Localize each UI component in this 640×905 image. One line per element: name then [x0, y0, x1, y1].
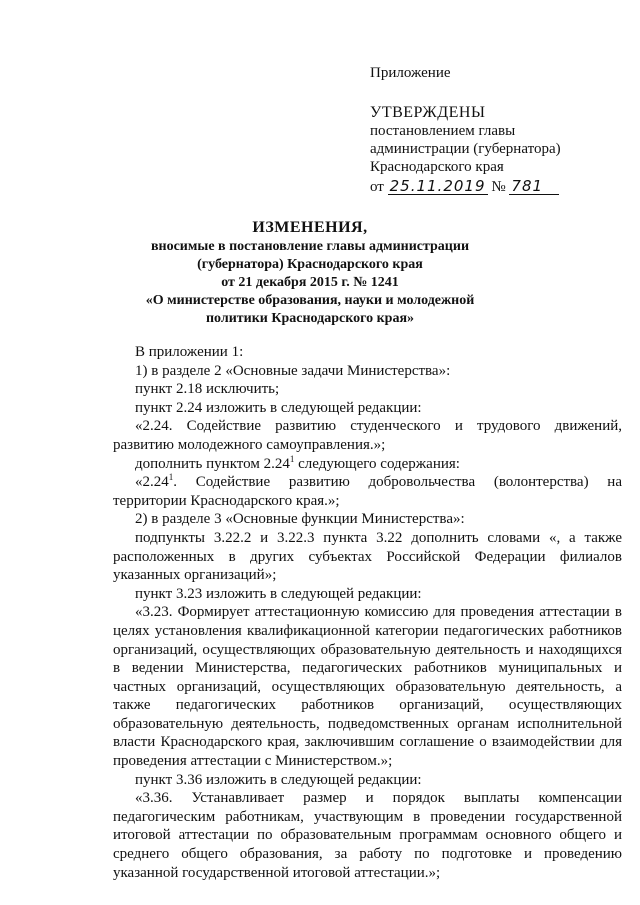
- handwritten-number: 781: [509, 178, 559, 195]
- paragraph-3-36-text: «3.36. Устанавливает размер и порядок выплаты компенсации педагогическим работникам, участвующим в проведении государственной итоговой аттестации по образовательным программам основного общего и среднего общего образования, за работу по подготовке и проведению указанной государственной итоговой аттестации.»;: [113, 790, 622, 881]
- heading-title: ИЗМЕНЕНИЯ,: [252, 219, 368, 236]
- paragraph-add-2-24-1: [113, 455, 622, 474]
- document-heading: [120, 218, 500, 328]
- superscript: 1: [168, 472, 174, 483]
- heading-line-2: (губернатора) Краснодарского края: [197, 257, 423, 272]
- appendix-label: Приложение: [370, 65, 451, 81]
- paragraph-2-24-1-text: [113, 473, 622, 510]
- paragraph-2-24: пункт 2.24 изложить в следующей редакции:: [135, 399, 422, 416]
- paragraph-add-text: дополнить пунктом 2.24: [135, 455, 290, 472]
- approval-date-number: [370, 178, 620, 196]
- superscript: 1: [289, 453, 295, 464]
- heading-line-1: вносимые в постановление главы администрации: [150, 239, 470, 254]
- approval-line-3: Краснодарского края: [370, 159, 504, 175]
- document-body: [113, 343, 622, 882]
- approval-line-2: администрации (губернатора): [370, 141, 561, 157]
- paragraph-section-3: 2) в разделе 3 «Основные функции Министерства»:: [135, 511, 465, 528]
- approval-block: [370, 64, 620, 196]
- heading-line-3: от 21 декабря 2015 г. № 1241: [221, 275, 399, 290]
- paragraph-3-23: пункт 3.23 изложить в следующей редакции:: [135, 585, 422, 602]
- paragraph-intro: В приложении 1:: [135, 344, 244, 360]
- number-sign: №: [491, 179, 506, 195]
- paragraph-2-24-text: «2.24. Содействие развитию студенческого и трудового движений, развитию молодежного самоуправления.»;: [113, 418, 622, 453]
- heading-line-5: политики Краснодарского края»: [205, 311, 415, 326]
- paragraph-add-text-end: следующего содержания:: [294, 455, 460, 472]
- paragraph-number: «2.24: [135, 474, 169, 491]
- approved-label: УТВЕРЖДЕНЫ: [370, 104, 486, 121]
- handwritten-date: 25.11.2019: [388, 178, 488, 195]
- from-label: от: [370, 179, 384, 195]
- paragraph-3-36: пункт 3.36 изложить в следующей редакции:: [135, 771, 422, 788]
- heading-line-4: «О министерстве образования, науки и молодежной: [145, 293, 475, 308]
- paragraph-text: . Содействие развитию добровольчества (волонтерства) на территории Краснодарского края.»;: [113, 474, 622, 509]
- paragraph-2-18: пункт 2.18 исключить;: [135, 381, 280, 398]
- paragraph-3-23-text: «3.23. Формирует аттестационную комиссию для проведения аттестации в целях установления квалификационной категории педагогических работников организаций, осуществляющих образовательную деятельность и находящихся в ведении Министерства, педагогических работников муниципальных и частных организаций, осуществляющих образовательную деятельность, а также педагогических работников организаций, осуществляющих образовательную деятельность, подведомственных органам исполнительной власти Краснодарского края, заключившим соглашение о взаимодействии для проведения аттестации с Министерством.»;: [113, 604, 622, 770]
- paragraph-3-22: подпункты 3.22.2 и 3.22.3 пункта 3.22 дополнить словами «, а также расположенных в других субъектах Российской Федерации филиалов указанных организаций»;: [113, 529, 622, 584]
- approval-line-1: постановлением главы: [370, 123, 516, 139]
- paragraph-section-2: 1) в разделе 2 «Основные задачи Министерства»:: [135, 362, 451, 379]
